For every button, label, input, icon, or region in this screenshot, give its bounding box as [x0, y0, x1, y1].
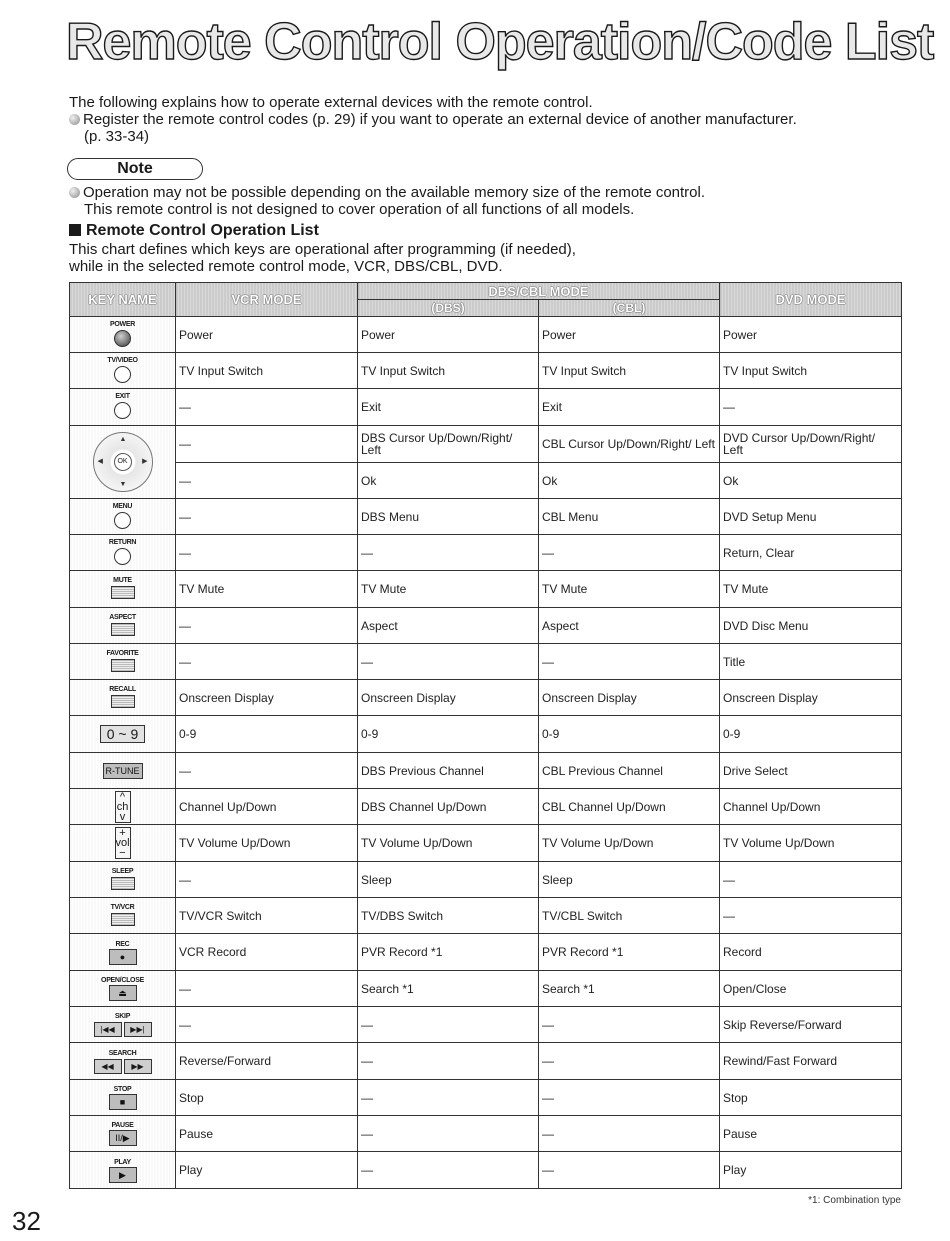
dvd-cell: Ok: [720, 463, 902, 499]
vcr-cell: Pause: [176, 1116, 358, 1152]
cbl-cell: 0-9: [539, 716, 720, 753]
skip-buttons-icon: |◀◀ ▶▶|: [93, 1021, 153, 1035]
intro-bullet-line: [69, 111, 919, 128]
table-row: [70, 389, 902, 426]
vcr-cell: TV/VCR Switch: [176, 898, 358, 934]
dvd-cell: Channel Up/Down: [720, 789, 902, 825]
cbl-cell: TV/CBL Switch: [539, 898, 720, 934]
intro-text: [69, 94, 919, 145]
dvd-cell: DVD Cursor Up/Down/Right/ Left: [720, 426, 902, 463]
volume-rocker-icon: + vol −: [115, 827, 130, 859]
dvd-cell: —: [720, 862, 902, 898]
cursor-pad-key: [70, 426, 176, 499]
table-row: [70, 680, 902, 716]
vcr-cell: —: [176, 753, 358, 789]
dvd-cell: —: [720, 898, 902, 934]
vcr-cell: —: [176, 535, 358, 571]
dbs-cell: TV Volume Up/Down: [358, 825, 539, 862]
note-bullet-line: [69, 184, 919, 201]
header-cbl: (CBL): [539, 300, 720, 317]
cbl-cell: Onscreen Display: [539, 680, 720, 716]
arrow-down-icon: ▼: [119, 481, 127, 488]
intro-line: The following explains how to operate external devices with the remote control.: [69, 94, 593, 111]
dbs-cell: —: [358, 1007, 539, 1043]
cbl-cell: CBL Menu: [539, 499, 720, 535]
rec-key: REC ●: [70, 934, 176, 971]
dvd-cell: TV Volume Up/Down: [720, 825, 902, 862]
dbs-cell: PVR Record *1: [358, 934, 539, 971]
dbs-cell: Aspect: [358, 608, 539, 644]
vcr-cell: Onscreen Display: [176, 680, 358, 716]
dbs-cell: Exit: [358, 389, 539, 426]
record-button-icon: ●: [109, 949, 137, 965]
menu-button-icon: [114, 512, 131, 529]
dvd-cell: Skip Reverse/Forward: [720, 1007, 902, 1043]
vcr-cell: Channel Up/Down: [176, 789, 358, 825]
table-row: [70, 862, 902, 898]
section-description: [69, 241, 919, 275]
dvd-cell: TV Mute: [720, 571, 902, 608]
cbl-cell: Sleep: [539, 862, 720, 898]
table-row: [70, 971, 902, 1007]
vcr-cell: VCR Record: [176, 934, 358, 971]
favorite-key: FAVORITE: [70, 644, 176, 680]
menu-key: MENU: [70, 499, 176, 535]
square-bullet-icon: [69, 224, 81, 236]
vcr-cell: —: [176, 971, 358, 1007]
vcr-cell: TV Mute: [176, 571, 358, 608]
vcr-cell: —: [176, 644, 358, 680]
vcr-cell: TV Input Switch: [176, 353, 358, 389]
arrow-left-icon: ◀: [97, 458, 103, 465]
cbl-cell: CBL Channel Up/Down: [539, 789, 720, 825]
intro-register-text: Register the remote control codes (p. 29) if you want to operate an external device of another manufacturer.: [83, 111, 797, 128]
vcr-cell: TV Volume Up/Down: [176, 825, 358, 862]
vcr-cell: —: [176, 463, 358, 499]
vcr-cell: Stop: [176, 1080, 358, 1116]
cbl-cell: —: [539, 644, 720, 680]
dbs-cell: Ok: [358, 463, 539, 499]
dbs-cell: TV Mute: [358, 571, 539, 608]
arrow-up-icon: ▲: [119, 436, 127, 443]
play-key: PLAY ▶: [70, 1152, 176, 1189]
cbl-cell: TV Mute: [539, 571, 720, 608]
exit-key: EXIT: [70, 389, 176, 426]
header-dbs: (DBS): [358, 300, 539, 317]
table-row: [70, 1152, 902, 1189]
ok-button-icon: OK: [114, 453, 132, 471]
volume-key: [70, 825, 176, 862]
power-key: POWER: [70, 317, 176, 353]
vcr-cell: —: [176, 1007, 358, 1043]
vcr-cell: —: [176, 499, 358, 535]
r-tune-key: [70, 753, 176, 789]
dvd-cell: Open/Close: [720, 971, 902, 1007]
table-row: [70, 934, 902, 971]
page-number: 32: [12, 1206, 41, 1236]
bullet-icon: [69, 187, 80, 198]
tv-vcr-key: TV/VCR: [70, 898, 176, 934]
dvd-cell: Record: [720, 934, 902, 971]
header-vcr-mode: VCR MODE: [176, 283, 358, 317]
eject-button-icon: ⏏: [109, 985, 137, 1001]
dvd-cell: Power: [720, 317, 902, 353]
section-heading-text: Remote Control Operation List: [86, 222, 319, 239]
cbl-cell: TV Input Switch: [539, 353, 720, 389]
dvd-cell: Pause: [720, 1116, 902, 1152]
table-row: [70, 463, 902, 499]
dbs-cell: 0-9: [358, 716, 539, 753]
cbl-cell: TV Volume Up/Down: [539, 825, 720, 862]
cbl-cell: Power: [539, 317, 720, 353]
mute-key: MUTE: [70, 571, 176, 608]
table-row: [70, 898, 902, 934]
sleep-button-icon: [111, 877, 135, 890]
dvd-cell: Onscreen Display: [720, 680, 902, 716]
section-heading: [69, 222, 319, 240]
table-row: [70, 353, 902, 389]
vcr-cell: —: [176, 389, 358, 426]
dbs-cell: DBS Menu: [358, 499, 539, 535]
exit-button-icon: [114, 402, 131, 419]
dbs-cell: —: [358, 1043, 539, 1080]
dvd-cell: TV Input Switch: [720, 353, 902, 389]
note-text: [69, 184, 919, 218]
dvd-cell: Stop: [720, 1080, 902, 1116]
table-row: [70, 571, 902, 608]
cbl-cell: —: [539, 1116, 720, 1152]
cbl-cell: —: [539, 1080, 720, 1116]
favorite-button-icon: [111, 659, 135, 672]
cbl-cell: —: [539, 1043, 720, 1080]
tv-vcr-button-icon: [111, 913, 135, 926]
dvd-cell: Drive Select: [720, 753, 902, 789]
intro-page-ref: (p. 33-34): [84, 128, 150, 145]
dvd-cell: Title: [720, 644, 902, 680]
dbs-cell: Onscreen Display: [358, 680, 539, 716]
dbs-cell: DBS Cursor Up/Down/Right/ Left: [358, 426, 539, 463]
footnote: *1: Combination type: [808, 1195, 901, 1206]
header-dbs-cbl-mode: DBS/CBL MODE: [358, 283, 720, 300]
channel-key: [70, 789, 176, 825]
section-desc-line-1: This chart defines which keys are operational after programming (if needed),: [69, 241, 576, 258]
header-key-name: KEY NAME: [70, 283, 176, 317]
table-row: [70, 825, 902, 862]
dbs-cell: —: [358, 535, 539, 571]
cbl-cell: CBL Previous Channel: [539, 753, 720, 789]
sleep-key: SLEEP: [70, 862, 176, 898]
table-row: [70, 1043, 902, 1080]
pause-key: PAUSE II/▶: [70, 1116, 176, 1152]
dvd-cell: —: [720, 389, 902, 426]
table-row: [70, 426, 902, 463]
dvd-cell: Return, Clear: [720, 535, 902, 571]
dbs-cell: DBS Previous Channel: [358, 753, 539, 789]
arrow-right-icon: ▶: [142, 458, 148, 465]
channel-rocker-icon: ^ ch v: [115, 791, 131, 823]
vcr-cell: Play: [176, 1152, 358, 1189]
aspect-button-icon: [111, 623, 135, 636]
cbl-cell: —: [539, 1007, 720, 1043]
header-dvd-mode: DVD MODE: [720, 283, 902, 317]
vcr-cell: —: [176, 426, 358, 463]
vcr-cell: 0-9: [176, 716, 358, 753]
dvd-cell: Play: [720, 1152, 902, 1189]
dbs-cell: TV/DBS Switch: [358, 898, 539, 934]
play-button-icon: ▶: [109, 1167, 137, 1183]
bullet-icon: [69, 114, 80, 125]
vcr-cell: —: [176, 862, 358, 898]
dbs-cell: DBS Channel Up/Down: [358, 789, 539, 825]
r-tune-button-icon: R-TUNE: [103, 763, 143, 779]
skip-key: SKIP |◀◀ ▶▶|: [70, 1007, 176, 1043]
dbs-cell: Sleep: [358, 862, 539, 898]
cbl-cell: Ok: [539, 463, 720, 499]
stop-button-icon: ■: [109, 1094, 137, 1110]
dvd-cell: DVD Setup Menu: [720, 499, 902, 535]
vcr-cell: —: [176, 608, 358, 644]
table-row: [70, 716, 902, 753]
stop-key: STOP ■: [70, 1080, 176, 1116]
dbs-cell: —: [358, 644, 539, 680]
cbl-cell: Search *1: [539, 971, 720, 1007]
cbl-cell: Aspect: [539, 608, 720, 644]
number-buttons-icon: 0 ~ 9: [100, 725, 146, 743]
table-row: [70, 1007, 902, 1043]
tv-video-key: TV/VIDEO: [70, 353, 176, 389]
mute-button-icon: [111, 586, 135, 599]
operation-table: [69, 282, 902, 1189]
dbs-cell: —: [358, 1080, 539, 1116]
table-row: [70, 789, 902, 825]
power-button-icon: [114, 330, 131, 347]
table-row: [70, 499, 902, 535]
search-key: SEARCH ◀◀ ▶▶: [70, 1043, 176, 1080]
return-key: RETURN: [70, 535, 176, 571]
open-close-key: OPEN/CLOSE ⏏: [70, 971, 176, 1007]
dbs-cell: TV Input Switch: [358, 353, 539, 389]
dvd-cell: DVD Disc Menu: [720, 608, 902, 644]
aspect-key: ASPECT: [70, 608, 176, 644]
note-line-2: This remote control is not designed to cover operation of all functions of all models.: [84, 201, 635, 218]
table-row: [70, 535, 902, 571]
section-desc-line-2: while in the selected remote control mode, VCR, DBS/CBL, DVD.: [69, 258, 503, 275]
table-row: [70, 753, 902, 789]
vcr-cell: Reverse/Forward: [176, 1043, 358, 1080]
recall-button-icon: [111, 695, 135, 708]
return-button-icon: [114, 548, 131, 565]
cbl-cell: CBL Cursor Up/Down/Right/ Left: [539, 426, 720, 463]
note-label: Note: [67, 158, 203, 180]
note-line-1: Operation may not be possible depending on the available memory size of the remote control.: [83, 184, 706, 201]
table-row: [70, 1116, 902, 1152]
dbs-cell: Search *1: [358, 971, 539, 1007]
number-keys: [70, 716, 176, 753]
recall-key: RECALL: [70, 680, 176, 716]
cbl-cell: —: [539, 535, 720, 571]
cbl-cell: PVR Record *1: [539, 934, 720, 971]
search-buttons-icon: ◀◀ ▶▶: [93, 1058, 153, 1072]
pause-button-icon: II/▶: [109, 1130, 137, 1146]
cbl-cell: Exit: [539, 389, 720, 426]
table-row: [70, 317, 902, 353]
cursor-pad-icon: [93, 432, 153, 492]
cbl-cell: —: [539, 1152, 720, 1189]
tv-video-button-icon: [114, 366, 131, 383]
table-row: [70, 1080, 902, 1116]
dbs-cell: —: [358, 1116, 539, 1152]
table-row: [70, 644, 902, 680]
dbs-cell: Power: [358, 317, 539, 353]
dvd-cell: 0-9: [720, 716, 902, 753]
dbs-cell: —: [358, 1152, 539, 1189]
dvd-cell: Rewind/Fast Forward: [720, 1043, 902, 1080]
table-row: [70, 608, 902, 644]
page-title: Remote Control Operation/Code List: [66, 13, 934, 71]
vcr-cell: Power: [176, 317, 358, 353]
